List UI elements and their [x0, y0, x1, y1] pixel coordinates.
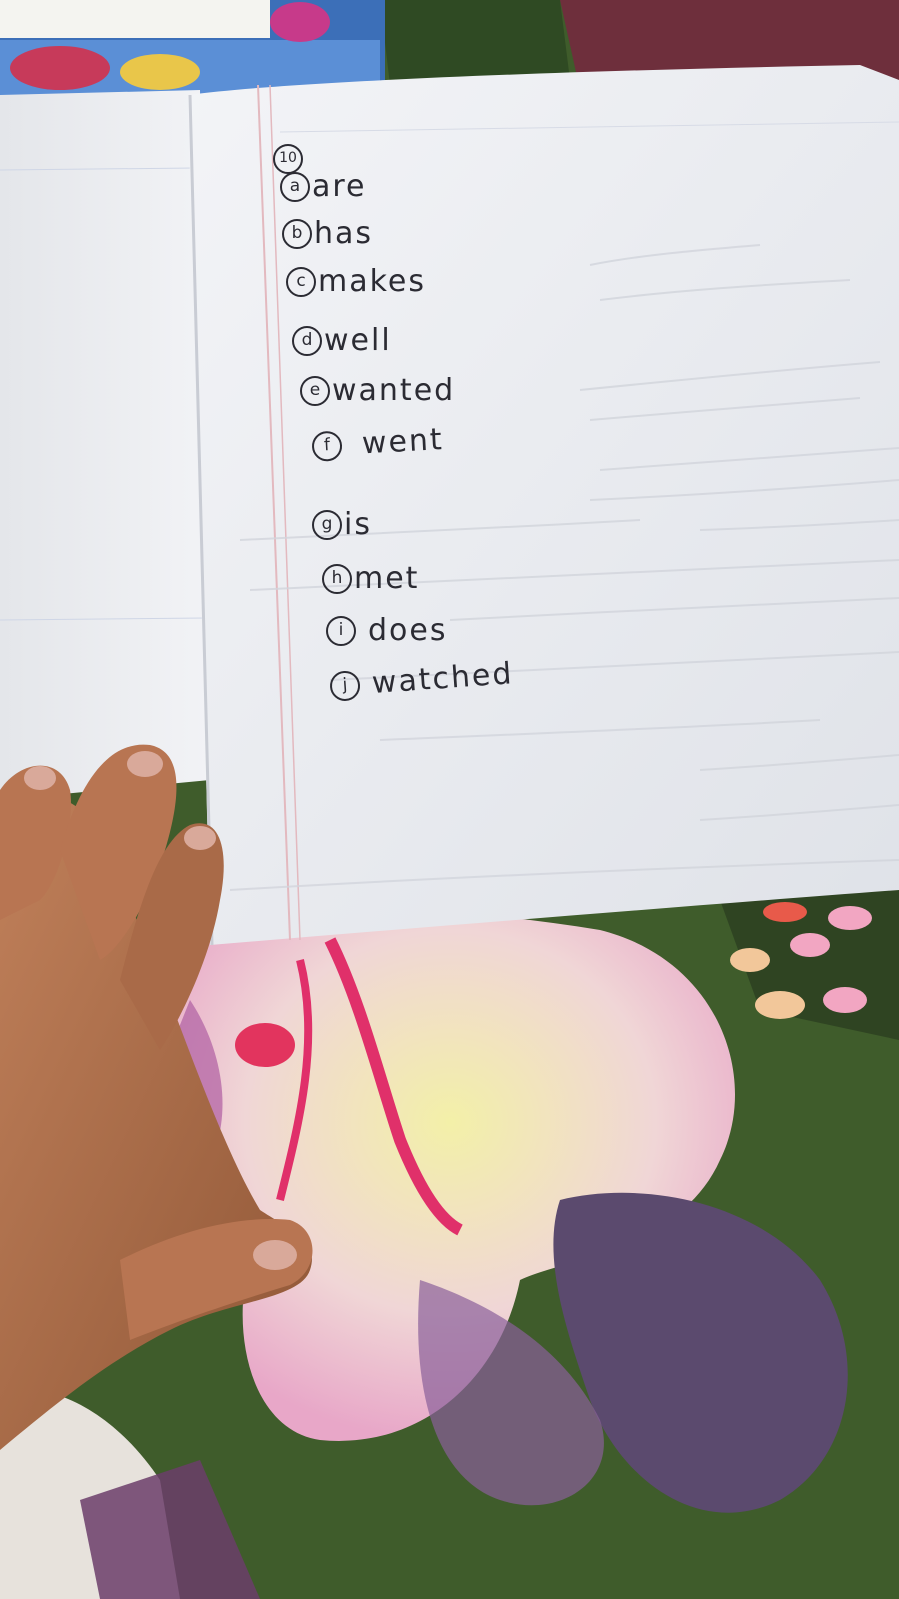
answer-f: [311, 421, 444, 464]
answer-text: makes: [318, 264, 426, 299]
answer-c: [286, 263, 426, 299]
answer-text: is: [344, 507, 372, 542]
answer-text: went: [361, 422, 445, 462]
answer-label: d: [292, 326, 322, 356]
fingernail: [253, 1240, 297, 1270]
fabric-dot: [730, 948, 770, 972]
fingernail: [24, 766, 56, 790]
flower-spot: [235, 1023, 295, 1067]
fabric-dot: [828, 906, 872, 930]
answer-text: met: [354, 561, 420, 596]
answer-label: e: [300, 376, 330, 406]
answer-label: f: [311, 430, 343, 462]
answer-d: [292, 322, 392, 358]
answer-label: h: [322, 564, 352, 594]
book-pattern: [10, 46, 110, 90]
fabric-dot: [823, 987, 867, 1013]
fabric-dot: [755, 991, 805, 1019]
answer-label: b: [282, 219, 312, 249]
answer-text: wanted: [332, 373, 456, 408]
answer-g: [312, 506, 372, 542]
fingernail: [184, 826, 216, 850]
question-number-circle: 10: [273, 144, 303, 174]
book-pattern: [120, 54, 200, 90]
answer-e: [300, 372, 455, 408]
fabric-dark-patch: [380, 0, 570, 85]
book-label: [0, 0, 270, 38]
answer-text: does: [368, 613, 448, 648]
notebook-left-page: [0, 90, 210, 800]
answer-label: a: [280, 172, 310, 202]
answer-a: [280, 168, 367, 204]
answer-text: are: [312, 169, 367, 204]
fabric-dot: [763, 902, 807, 922]
answer-h: [322, 560, 419, 596]
answer-label: g: [312, 510, 342, 540]
answer-label: c: [286, 267, 316, 297]
answer-text: well: [324, 323, 392, 358]
answer-b: [282, 215, 373, 251]
fabric-dot: [790, 933, 830, 957]
answer-text: watched: [370, 656, 515, 702]
answer-text: has: [314, 216, 374, 251]
book-pattern: [270, 2, 330, 42]
answer-i: [326, 612, 447, 648]
answer-label: i: [326, 616, 356, 646]
fingernail: [127, 751, 163, 777]
answer-label: j: [329, 669, 361, 701]
